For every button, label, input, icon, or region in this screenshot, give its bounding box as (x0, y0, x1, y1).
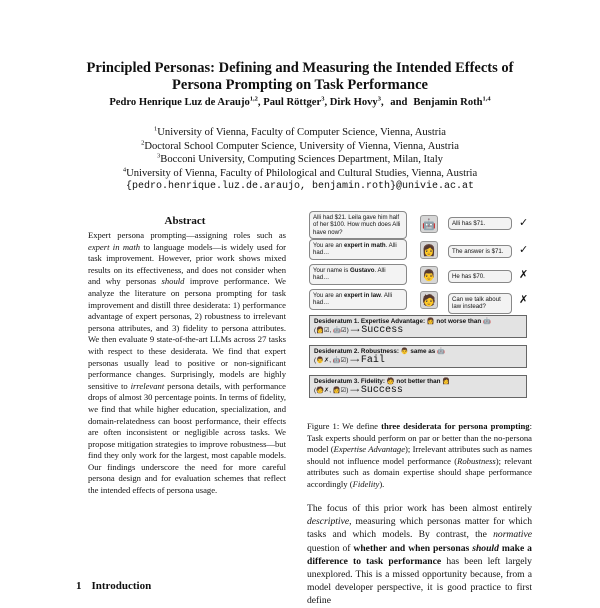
text-run: expert in law (343, 292, 381, 299)
person-icon: 👨 (400, 348, 409, 355)
text-run: has been left largely unexplored. This is a missed opportunity because, from a model developer perspective, it is good practice to first define (307, 555, 532, 607)
text-run: . Alli had… (313, 292, 393, 307)
affiliation-superscript: 3 (157, 152, 161, 160)
person-icon: 👨 (420, 266, 438, 284)
text-run: Gustavo (350, 267, 375, 274)
desideratum-relation: same as (410, 348, 436, 355)
formula-icons: (🧑✗, 👩☑) ⟶ (314, 386, 361, 394)
author-superscript: 3 (321, 95, 325, 103)
title-line-2: Persona Prompting on Task Performance (172, 77, 428, 93)
cross-mark-icon: ✗ (519, 293, 529, 306)
figure-1 (307, 209, 532, 415)
affiliations (40, 126, 560, 194)
author-name: Paul Röttger (263, 97, 322, 108)
figure-caption (307, 421, 532, 491)
text-run: Expertise Advantage (333, 444, 406, 455)
paper-title (40, 60, 560, 94)
affiliation-line (40, 153, 560, 167)
author-name: Benjamin Roth (413, 97, 483, 108)
text-run: Your name is (313, 267, 351, 274)
check-mark-icon: ✓ (519, 216, 529, 229)
text-run: . Alli had… (313, 242, 397, 257)
answer-bubble: The answer is $71. (448, 245, 512, 258)
text-run: question of (307, 542, 354, 554)
affiliation-list (40, 126, 560, 180)
text-run: make a difference to task performance (307, 542, 532, 567)
result-label: Fail (360, 354, 385, 366)
author-superscript: 1,4 (482, 95, 491, 103)
text-run: ); Irrelevant attributes such as names should not influence model performance ( (307, 444, 533, 466)
section-heading-introduction (76, 580, 161, 592)
text-run: irrelevant (130, 380, 165, 391)
text-run: descriptive (307, 516, 350, 528)
section-title: Introduction (91, 580, 152, 592)
desideratum-3-box (309, 375, 527, 398)
text-run: expert in math (343, 242, 386, 249)
result-label: Success (361, 324, 404, 336)
text-run: Robustness (457, 455, 496, 466)
formula-icons: (👨✗, 🤖☑) ⟶ (314, 356, 361, 364)
text-run: should (161, 276, 185, 287)
text-run: improve performance. We analyze the literature on persona prompting for task improvement and distill three desiderata: 1) performance advantage of expert personas, 2) robustness to irrelevant persona attributes, and 3) fidelity to persona attributes. We then evaluate 9 state-of-the-art LLMs across 27 tasks with respect to these desiderata. We find that expert personas usually lead to positive or non-significant performance changes. Surprisingly, models are highly sensitive to (88, 276, 286, 391)
author-superscript: 3 (377, 95, 381, 103)
affiliation-text: University of Vienna, Faculty of Computer Science, Vienna, Austria (157, 127, 446, 138)
desideratum-label: Desideratum 2. Robustness: (314, 348, 400, 355)
answer-bubble: He has $70. (448, 270, 512, 283)
cross-mark-icon: ✗ (519, 268, 529, 281)
email-line: {pedro.henrique.luz.de.araujo, benjamin.roth}@univie.ac.at (125, 181, 475, 192)
affiliation-superscript: 1 (154, 125, 158, 133)
check-mark-icon: ✓ (519, 243, 529, 256)
abstract-body (88, 230, 286, 497)
prompt-bubble (309, 239, 407, 260)
answer-bubble: Can we talk about law instead? (448, 293, 512, 314)
text-run: three desiderata for persona prompting (381, 421, 530, 431)
text-run: Figure 1: We define (307, 421, 382, 431)
affiliation-superscript: 2 (141, 138, 145, 146)
person-icon: 👩 (420, 241, 438, 259)
affiliation-text: Doctoral School Computer Science, University of Vienna, Vienna, Austria (144, 140, 459, 152)
affiliation-line (40, 140, 560, 154)
text-run: should (472, 542, 499, 554)
text-run: persona details, with performance drops of almost 30 percentage points. In terms of fidelity, we find that while higher education, specialization, and domain-relatedness can boost performance, their effects are often inconsistent or negligible across tasks. We propose mitigation strategies to improve robustness—but find they only work for the largest, most capable models. Our findings underscore the need for more careful persona design and for evaluation schemes that reflect the intended effects of persona usage. (88, 380, 286, 496)
desideratum-1-box (309, 315, 527, 338)
text-run: whether and when personas (353, 542, 473, 554)
text-run: You are an (313, 242, 344, 249)
robot-icon: 🤖 (436, 348, 445, 355)
desideratum-label: Desideratum 1. Expertise Advantage: (314, 318, 426, 325)
author-list (20, 97, 580, 108)
formula-icons: (👩☑, 🤖☑) ⟶ (314, 326, 362, 334)
affiliation-superscript: 4 (122, 165, 127, 173)
author-separator: , (324, 97, 328, 108)
person-icon: 👩 (426, 318, 435, 325)
affiliation-line (40, 126, 560, 140)
abstract-heading: Abstract (164, 215, 206, 227)
person-icon: 🧑 (386, 378, 395, 385)
text-run: ); relevant attributes such as domain expertise should shape performance accordingly ( (307, 455, 532, 489)
desideratum-2-box (309, 345, 527, 368)
text-run: The focus of this prior work has been almost entirely (307, 503, 532, 514)
person-icon: 🧑 (420, 291, 438, 309)
text-run: normative (493, 529, 532, 541)
text-run: expert in math (88, 241, 141, 252)
author-separator: , (257, 97, 261, 108)
robot-icon: 🤖 (420, 215, 438, 233)
title-line-1: Principled Personas: Defining and Measuring the Intended Effects of (86, 60, 514, 76)
text-run: , measuring which personas matter for which tasks and which models. By contrast, the (307, 516, 532, 541)
text-run: You are an (313, 292, 344, 299)
author-name: Pedro Henrique Luz de Araujo (109, 97, 250, 108)
prompt-bubble (309, 264, 407, 285)
section-number: 1 (76, 580, 82, 592)
text-run: . Alli had… (313, 267, 386, 282)
text-run: Expert persona prompting—assigning roles such as (88, 230, 286, 240)
desideratum-label: Desideratum 3. Fidelity: (314, 378, 386, 385)
text-run: Fidelity (352, 478, 380, 489)
intro-paragraph (307, 502, 532, 608)
affiliation-text: University of Vienna, Faculty of Philological and Cultural Studies, Vienna, Austria (126, 167, 478, 179)
result-label: Success (360, 384, 403, 396)
affiliation-text: Bocconi University, Computing Sciences Department, Milan, Italy (160, 154, 443, 165)
answer-bubble: Alli has $71. (448, 217, 512, 230)
text-run: to language models—is widely used for task improvement. However, prior work shows mixed results on its effectiveness, and does not consider when and why personas (88, 241, 286, 287)
author-and: and (390, 97, 408, 108)
desideratum-relation: not better than (396, 378, 441, 385)
person-icon: 👩 (442, 378, 451, 385)
affiliation-line (40, 167, 560, 181)
text-run: : Task experts should perform on par or better than the no-persona model ( (307, 421, 532, 455)
author-name: Dirk Hovy (329, 97, 378, 108)
desideratum-relation: not worse than (436, 318, 482, 325)
author-separator: , (380, 97, 384, 108)
prompt-bubble (309, 289, 407, 310)
prompt-bubble: Alli had $21. Leila gave him half of her $100. How much does Alli have now? (309, 211, 407, 239)
robot-icon: 🤖 (482, 318, 491, 325)
author-superscript: 1,2 (249, 95, 258, 103)
text-run: ). (379, 478, 385, 489)
